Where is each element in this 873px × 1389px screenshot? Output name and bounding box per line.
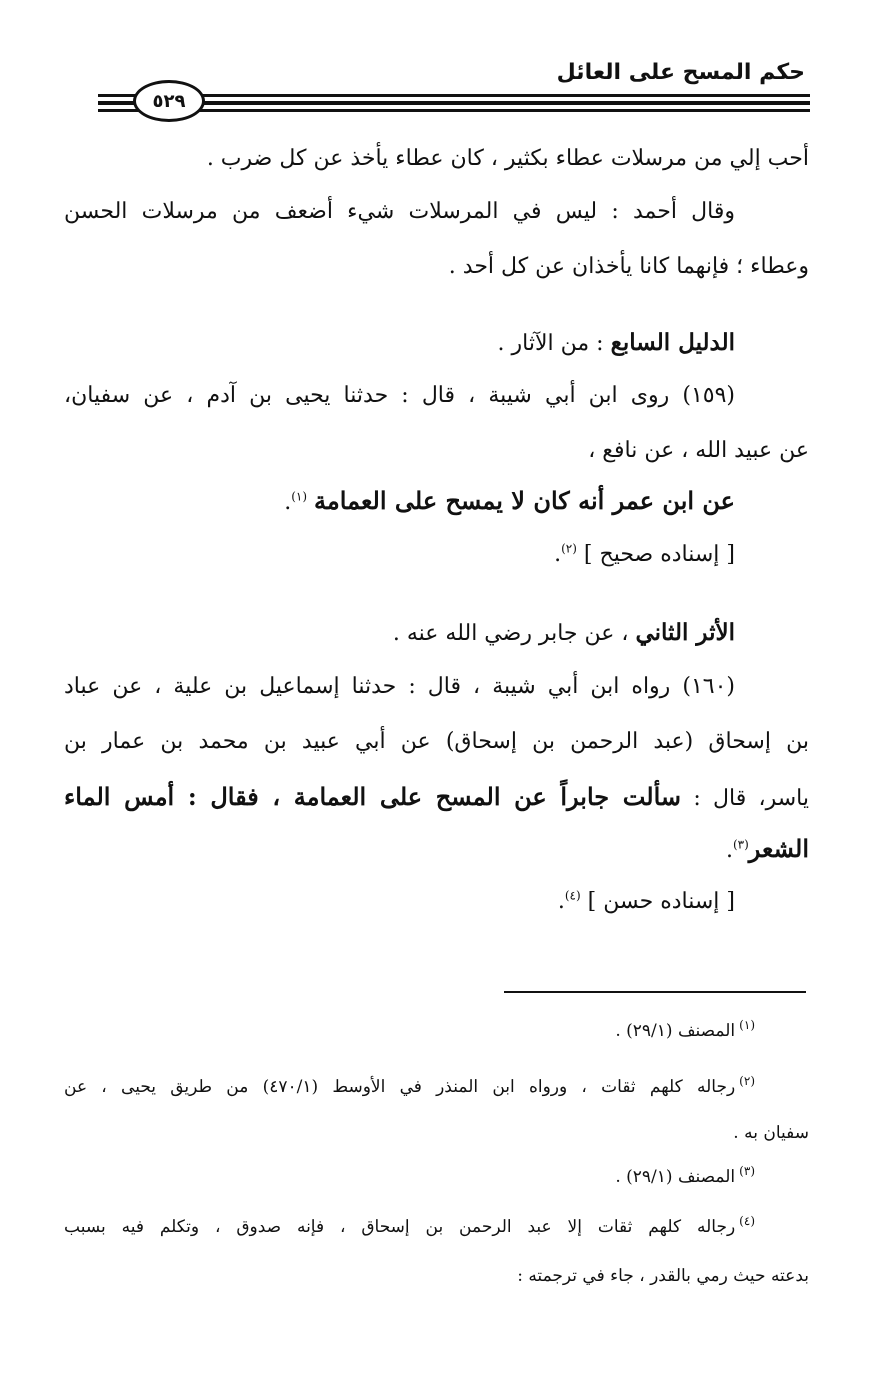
- footnote-2: [64, 1073, 755, 1101]
- footnote-text: المصنف (٢٩/١) .: [615, 1167, 736, 1187]
- footnote-marker: (٤): [739, 1214, 755, 1229]
- seventh-evidence-rest: : من الآثار .: [497, 331, 604, 356]
- narration-159-line-2: عن عبيد الله ، عن نافع ،: [588, 438, 809, 463]
- footnote-text: رجاله كلهم ثقات ، ورواه ابن المنذر في الأوسط (٤٧٠/١) من طريق يحيى ، عن: [64, 1077, 736, 1097]
- sentence-end: .: [554, 542, 562, 567]
- footnote-3: [64, 1163, 755, 1191]
- footnote-text: المصنف (٢٩/١) .: [615, 1021, 736, 1041]
- body-line: وعطاء ؛ فإنهما كانا يأخذان عن كل أحد .: [448, 254, 809, 279]
- footnote-ref: (٤): [564, 888, 581, 903]
- footnote-marker: (١): [739, 1018, 755, 1033]
- footnote-2-continuation: سفيان به .: [733, 1123, 809, 1143]
- isnad-2-line: [64, 885, 735, 919]
- ibn-umar-quote: عن ابن عمر أنه كان لا يمسح على العمامة: [314, 486, 735, 515]
- page-number-text: ٥٢٩: [152, 90, 186, 112]
- sentence-end: .: [557, 889, 565, 914]
- narration-160-line-2: بن إسحاق (عبد الرحمن بن إسحاق) عن أبي عبيد بن محمد بن عمار بن: [64, 729, 809, 754]
- narration-160-line-1: (١٦٠) رواه ابن أبي شيبة ، قال : حدثنا إسماعيل بن علية ، عن عباد: [64, 674, 735, 699]
- header-rule-line: [98, 109, 810, 112]
- footnote-marker: (٣): [739, 1164, 755, 1179]
- narration-160-line-4: [64, 832, 809, 868]
- jabir-quote: سألت جابراً عن المسح على العمامة ، فقال : أمس الماء: [64, 782, 682, 811]
- footnote-1: [64, 1017, 755, 1045]
- isnad-2: [ إسناده حسن ]: [587, 889, 735, 914]
- footnote-ref: (٣): [732, 837, 749, 852]
- isnad-1-line: [64, 538, 735, 572]
- footnote-text: رجاله كلهم ثقات إلا عبد الرحمن بن إسحاق ، فإنه صدوق ، وتكلم فيه بسبب: [64, 1217, 736, 1237]
- section-heading-line: [64, 616, 735, 651]
- sentence-end: .: [725, 838, 733, 863]
- footnote-4: [64, 1213, 755, 1241]
- second-athar-heading: الأثر الثاني: [635, 619, 735, 646]
- body-line: وقال أحمد : ليس في المرسلات شيء أضعف من مرسلات الحسن: [64, 199, 735, 224]
- footnote-marker: (٢): [739, 1074, 755, 1089]
- page-number: [133, 80, 205, 122]
- section-heading-line: [64, 326, 735, 361]
- footnote-divider: [504, 991, 806, 993]
- second-athar-rest: ، عن جابر رضي الله عنه .: [392, 621, 629, 646]
- jabir-quote-end: الشعر: [748, 834, 809, 863]
- body-line: أحب إلي من مرسلات عطاء بكثير ، كان عطاء يأخذ عن كل ضرب .: [206, 146, 809, 171]
- footnote-ref: (٢): [561, 541, 577, 556]
- narration-159-line-1: (١٥٩) روى ابن أبي شيبة ، قال : حدثنا يحيى بن آدم ، عن سفيان،: [64, 383, 735, 408]
- sentence-end: .: [284, 490, 292, 515]
- running-title: حكم المسح على العائل: [556, 60, 805, 85]
- footnote-ref: (١): [291, 489, 308, 504]
- narration-160-plain: ياسر، قال :: [693, 786, 809, 811]
- ibn-umar-quote-line: [64, 484, 735, 520]
- narration-160-line-3: [64, 780, 809, 816]
- footnote-4-continuation: بدعته حيث رمي بالقدر ، جاء في ترجمته :: [517, 1266, 809, 1286]
- header-rule-line: [98, 94, 810, 97]
- isnad-1: [ إسناده صحيح ]: [583, 542, 735, 567]
- seventh-evidence-heading: الدليل السابع: [610, 329, 735, 356]
